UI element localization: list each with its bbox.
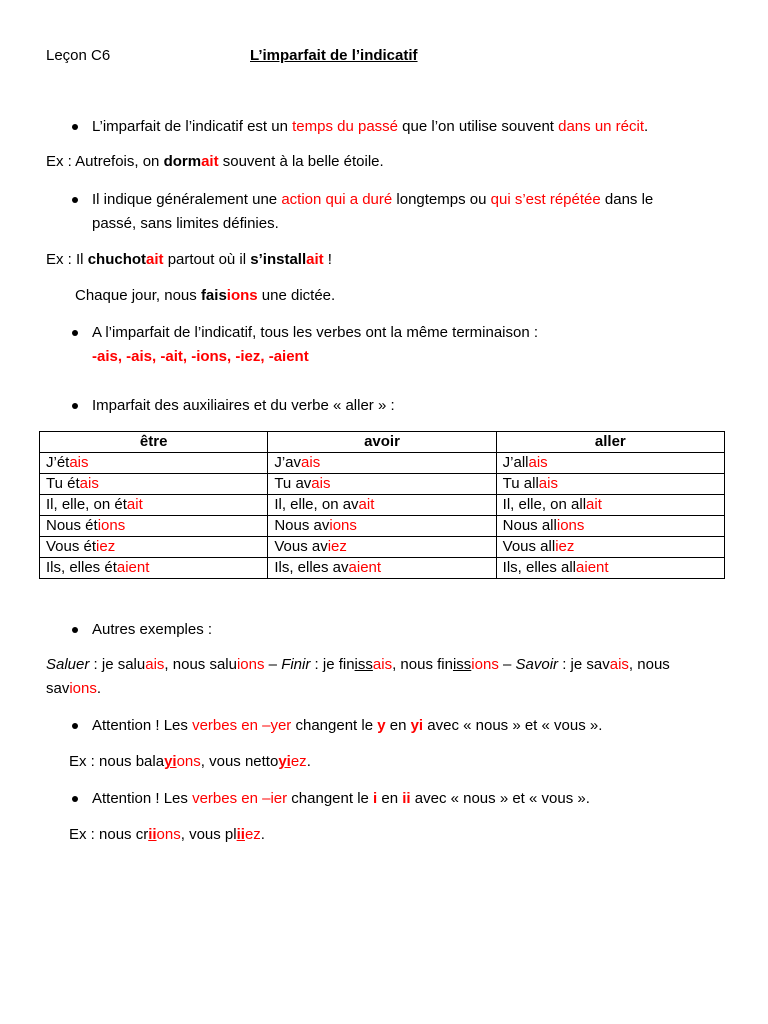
page-title: L’imparfait de l’indicatif bbox=[250, 47, 418, 64]
bullet-icon bbox=[72, 197, 78, 203]
bullet-icon bbox=[72, 627, 78, 633]
table-cell: Vous aviez bbox=[268, 537, 496, 558]
table-header-row bbox=[40, 432, 725, 453]
paragraph-other-examples: Autres exemples : bbox=[92, 621, 213, 638]
table-cell: Nous étions bbox=[40, 516, 268, 537]
table-cell: J’avais bbox=[268, 453, 496, 474]
table-cell: Vous alliez bbox=[496, 537, 724, 558]
endings-list: -ais, -ais, -ait, -ions, -iez, -aient bbox=[92, 348, 309, 365]
column-header-etre: être bbox=[40, 432, 268, 453]
lesson-label: Leçon C6 bbox=[46, 47, 111, 64]
table-cell: Il, elle, on avait bbox=[268, 495, 496, 516]
conjugation-table bbox=[39, 431, 725, 579]
paragraph-endings: A l’imparfait de l’indicatif, tous les verbes ont la même terminaison : bbox=[92, 324, 539, 341]
table-cell: J’étais bbox=[40, 453, 268, 474]
example-2: Ex : Il chuchotait partout où il s’installait ! bbox=[46, 251, 332, 268]
bullet-icon bbox=[72, 796, 78, 802]
table-row bbox=[40, 474, 725, 495]
table-row bbox=[40, 537, 725, 558]
table-cell: Ils, elles allaient bbox=[496, 558, 724, 579]
paragraph-auxiliaries: Imparfait des auxiliaires et du verbe « aller » : bbox=[92, 397, 395, 414]
example-6: Ex : nous criions, vous pliiez. bbox=[69, 826, 265, 843]
paragraph-ier-verbs: Attention ! Les verbes en –ier changent le i en ii avec « nous » et « vous ». bbox=[92, 790, 590, 807]
table-row bbox=[40, 558, 725, 579]
table-row bbox=[40, 516, 725, 537]
bullet-icon bbox=[72, 124, 78, 130]
table-cell: J’allais bbox=[496, 453, 724, 474]
table-cell: Tu avais bbox=[268, 474, 496, 495]
table-cell: Nous avions bbox=[268, 516, 496, 537]
table-cell: Nous allions bbox=[496, 516, 724, 537]
column-header-avoir: avoir bbox=[268, 432, 496, 453]
paragraph-usage-line1: Il indique généralement une action qui a duré longtemps ou qui s’est répétée dans le bbox=[92, 191, 654, 208]
example-1: Ex : Autrefois, on dormait souvent à la belle étoile. bbox=[46, 153, 384, 170]
table-cell: Il, elle, on était bbox=[40, 495, 268, 516]
table-cell: Tu allais bbox=[496, 474, 724, 495]
example-3: Chaque jour, nous faisions une dictée. bbox=[75, 287, 336, 304]
table-row bbox=[40, 453, 725, 474]
table-cell: Il, elle, on allait bbox=[496, 495, 724, 516]
paragraph-usage-line2: passé, sans limites définies. bbox=[92, 215, 279, 232]
table-row bbox=[40, 495, 725, 516]
table-cell: Ils, elles avaient bbox=[268, 558, 496, 579]
column-header-aller: aller bbox=[496, 432, 724, 453]
bullet-icon bbox=[72, 403, 78, 409]
paragraph-yer-verbs: Attention ! Les verbes en –yer changent le y en yi avec « nous » et « vous ». bbox=[92, 717, 603, 734]
table-cell: Ils, elles étaient bbox=[40, 558, 268, 579]
table-cell: Tu étais bbox=[40, 474, 268, 495]
paragraph-definition: L’imparfait de l’indicatif est un temps du passé que l’on utilise souvent dans un récit. bbox=[92, 118, 649, 135]
bullet-icon bbox=[72, 330, 78, 336]
bullet-icon bbox=[72, 723, 78, 729]
example-4-line1: Saluer : je saluais, nous saluions – Finir : je finissais, nous finissions – Savoir : je savais, nous bbox=[46, 656, 670, 673]
example-4-line2: savions. bbox=[46, 680, 102, 697]
example-5: Ex : nous balayions, vous nettoyiez. bbox=[69, 753, 311, 770]
table-cell: Vous étiez bbox=[40, 537, 268, 558]
